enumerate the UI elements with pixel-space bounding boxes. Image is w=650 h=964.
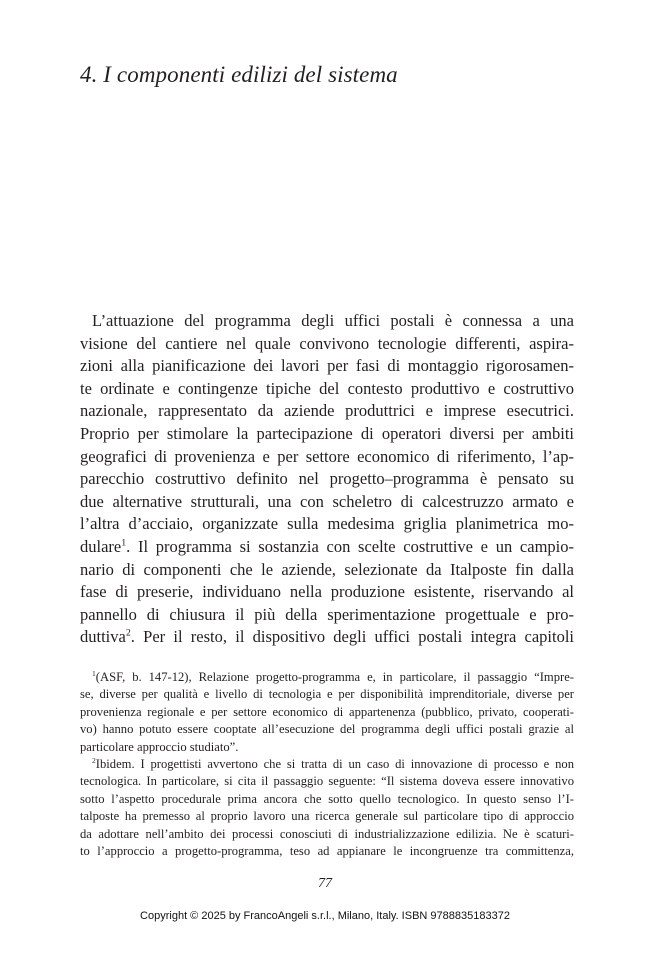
- body-text-segment: Per il resto, il dispositivo degli uffici postali integra capitoli: [143, 627, 574, 647]
- body-text-segment: . Il programma si sostanzia con scelte costruttive e un campio-: [126, 536, 574, 556]
- footnote-line: provenienza regionale e per settore economico di appartenenza (pubblico, privato, cooperati-: [80, 704, 574, 719]
- body-paragraph: [80, 310, 574, 649]
- body-line-with-footnote-1: [80, 536, 574, 559]
- footnote-line: [80, 669, 574, 686]
- footnote-reference[interactable]: 1: [121, 537, 127, 549]
- footnote-reference[interactable]: 2: [125, 627, 131, 639]
- body-line: Proprio per stimolare la partecipazione di operatori diversi per ambiti: [80, 423, 574, 443]
- body-line: geografici di provenienza e per settore economico di riferimento, l’ap-: [80, 446, 574, 466]
- footnote-line: [80, 756, 574, 773]
- chapter-title: 4. I componenti edilizi del sistema: [80, 62, 398, 87]
- body-line: L’attuazione del programma degli uffici postali è connessa a una: [92, 311, 574, 330]
- footnote-text: Ibidem. I progettisti avvertono che si tratta di un caso di innovazione di processo e non: [95, 756, 574, 771]
- footnote-line: vo) hanno potuto essere cooptate all’esecuzione del programma degli uffici postali grazie al: [80, 722, 574, 737]
- body-line: fase di preserie, individuano nella produzione esistente, riservando al: [80, 582, 574, 602]
- footnote-marker: 2: [92, 755, 96, 765]
- body-text-segment: dulare: [80, 536, 122, 556]
- footnote-line: se, diverse per qualità e livello di tecnologia e per disponibilità imprenditoriale, diverse per: [80, 687, 574, 702]
- body-line: l’altra d’acciaio, organizzate sulla medesima griglia planimetrica mo-: [80, 514, 574, 534]
- footnote-line: talposte ha premesso al proprio lavoro una ricerca generale sul particolare tipo di approccio: [80, 809, 574, 824]
- footnote-line: da adottare nell’ambito dei processi conosciuti di industrializzazione edilizia. Ne è scaturi-: [80, 826, 574, 841]
- footnote-line: particolare approccio studiato”.: [80, 739, 239, 754]
- footnote-line: to l’approccio a progetto-programma, teso ad appianare le incongruenze tra committenza,: [80, 843, 574, 858]
- body-line: pannello di chiusura il più della sperimentazione progettuale e pro-: [80, 604, 574, 624]
- body-line: due alternative strutturali, una con scheletro di calcestruzzo armato e: [80, 491, 574, 511]
- body-line: zioni alla pianificazione dei lavori per fasi di montaggio rigorosamen-: [80, 356, 574, 376]
- footnotes: [80, 669, 574, 860]
- footnote-line: sotto l’aspetto procedurale prima ancora che sotto quello tecnologico. In questo senso l’I-: [80, 791, 574, 806]
- footnote-text: (ASF, b. 147-12), Relazione progetto-programma e, in particolare, il passaggio “Impre-: [95, 670, 574, 684]
- footnote-2: [80, 756, 574, 860]
- copyright-notice: Copyright © 2025 by FrancoAngeli s.r.l., Milano, Italy. ISBN 9788835183372: [140, 910, 510, 922]
- body-line: te ordinate e contingenze tipiche del contesto produttivo e costruttivo: [80, 378, 574, 398]
- page-number: 77: [318, 876, 332, 891]
- body-line: visione del cantiere nel quale convivono tecnologie differenti, aspira-: [80, 333, 574, 353]
- footnote-1: [80, 669, 574, 756]
- footnote-line: tecnologica. In particolare, si cita il passaggio seguente: “Il sistema doveva essere innovativo: [80, 774, 574, 789]
- body-line: parecchio costruttivo definito nel progetto–programma è pensato su: [80, 469, 574, 489]
- footnote-marker: 1: [92, 669, 96, 678]
- body-text-segment: duttiva: [80, 627, 126, 647]
- body-line: nario di componenti che le aziende, selezionate da Italposte fin dalla: [80, 559, 574, 579]
- body-line: nazionale, rappresentato da aziende produttrici e imprese esecutrici.: [80, 401, 574, 421]
- body-text-segment: .: [130, 627, 144, 647]
- body-line-with-footnote-2: [80, 626, 574, 649]
